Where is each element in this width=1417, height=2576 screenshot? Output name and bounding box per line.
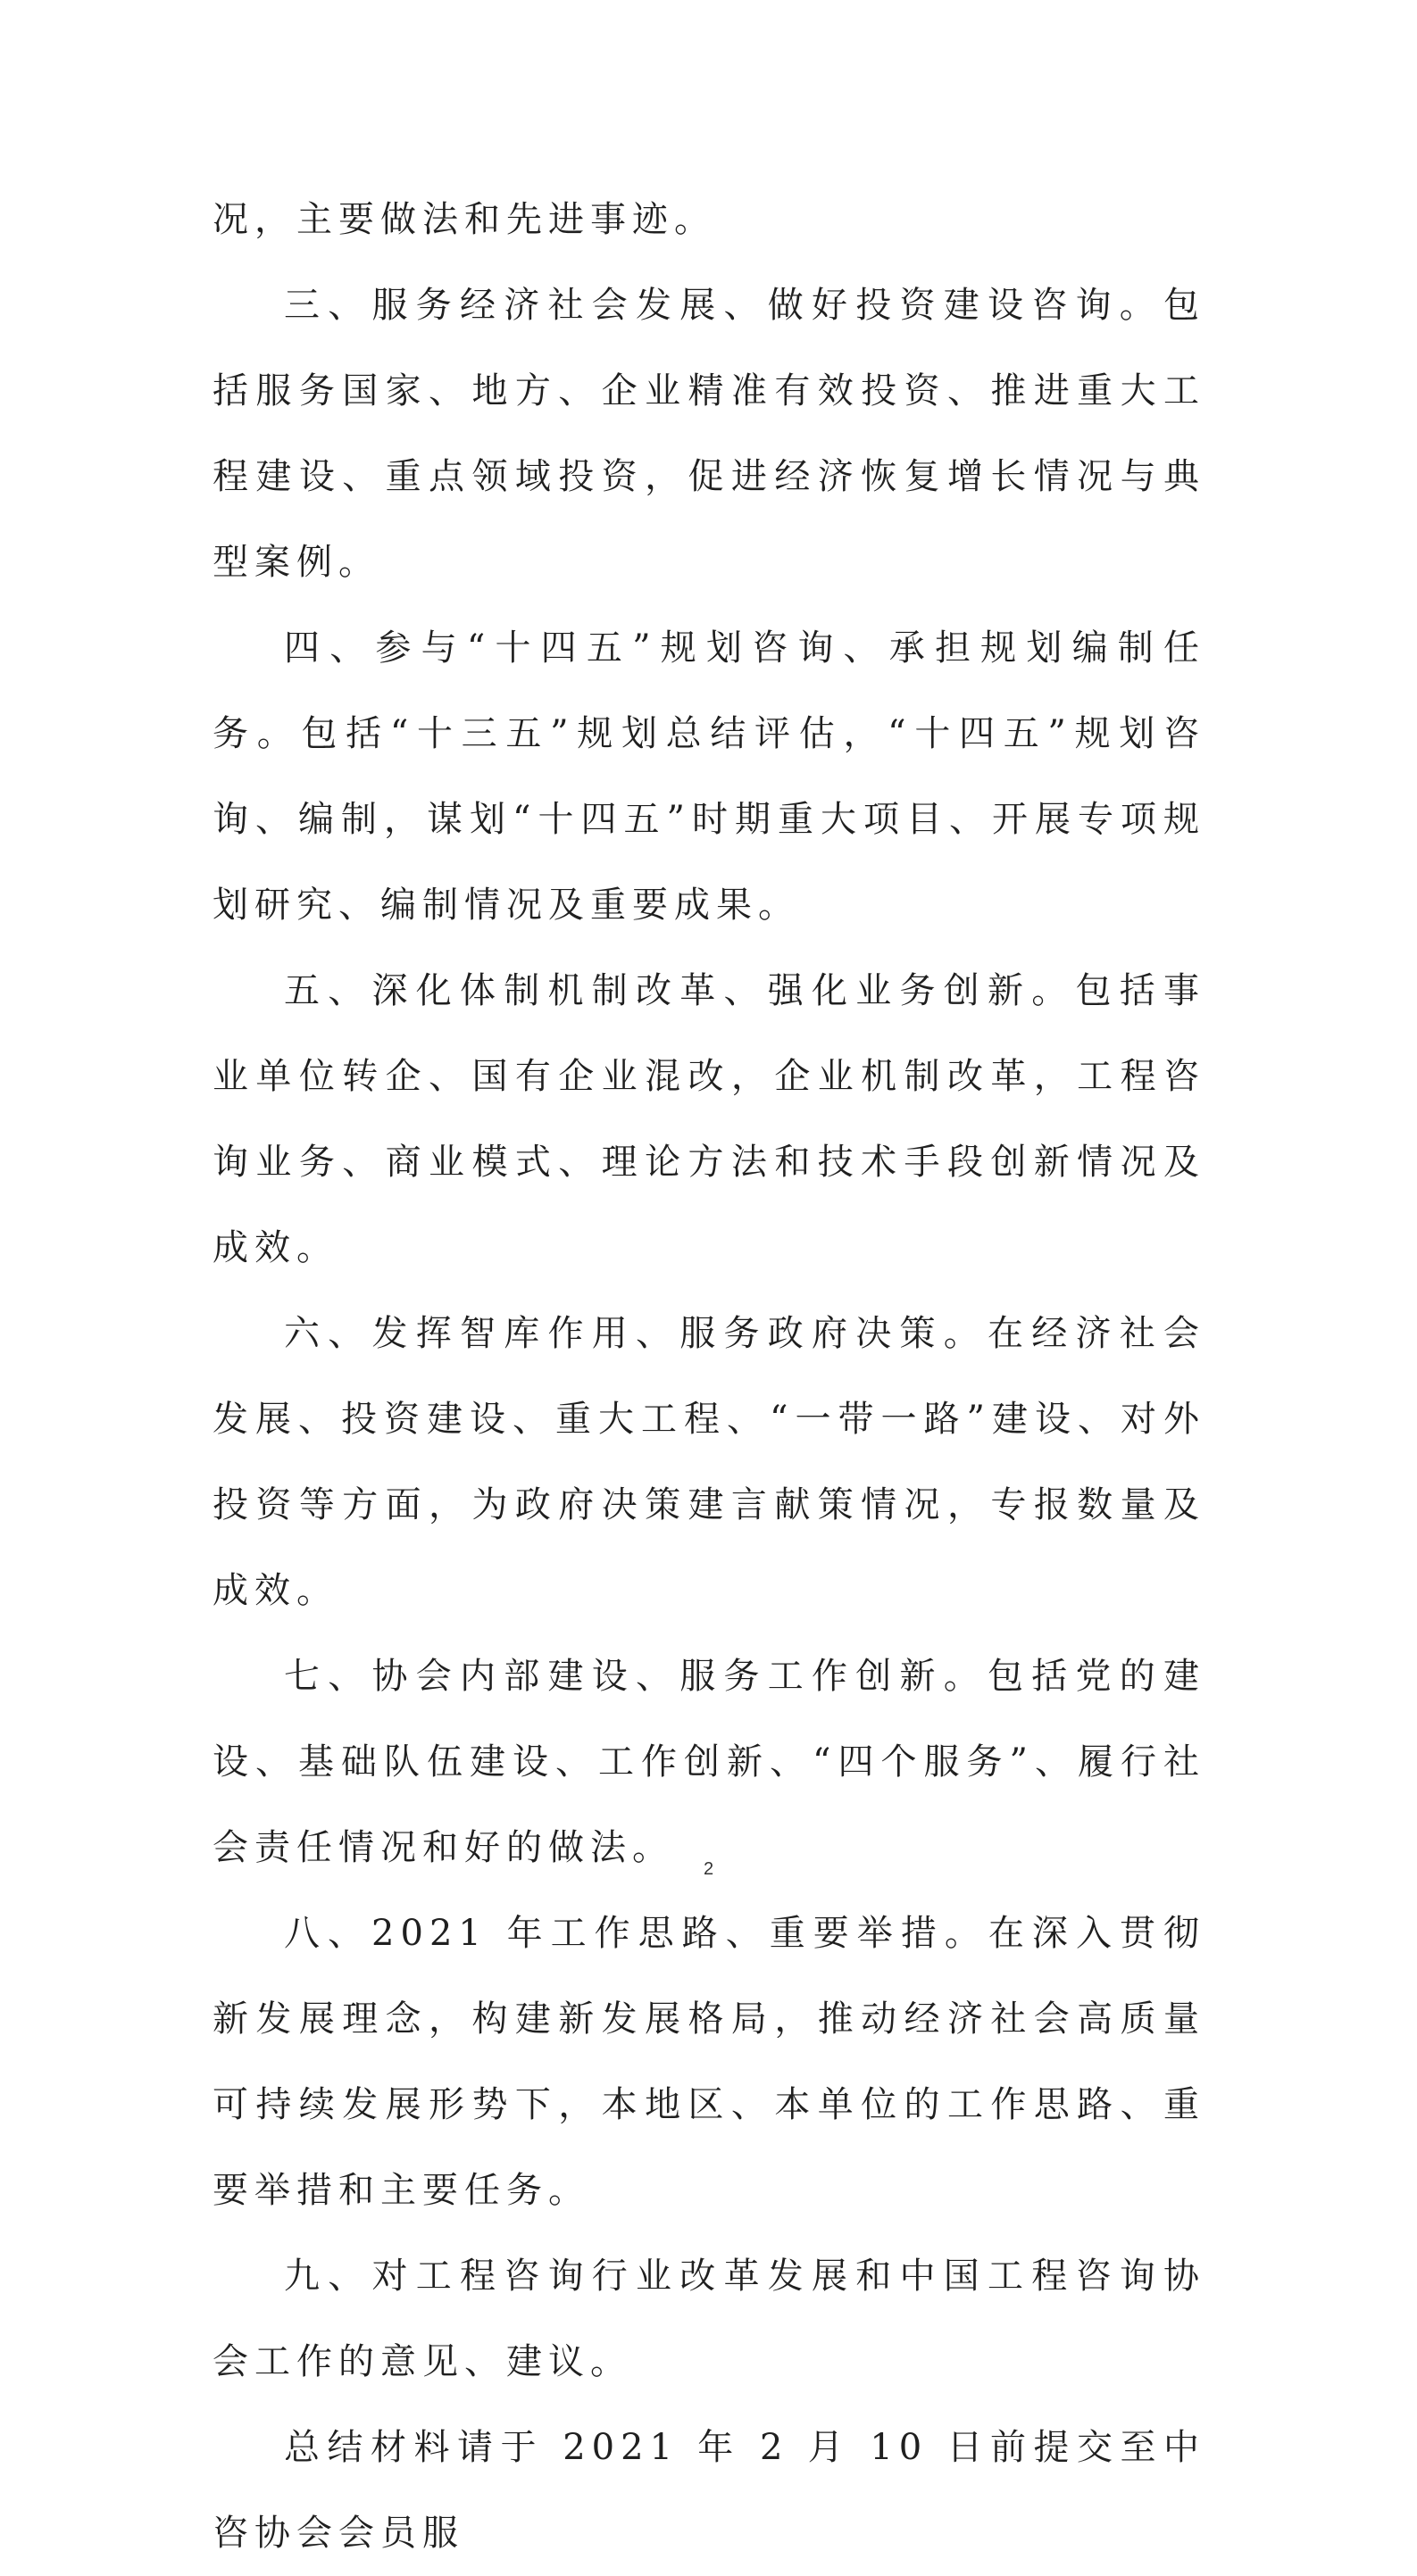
paragraph-item-5: 五、深化体制机制改革、强化业务创新。包括事业单位转企、国有企业混改，企业机制改革，工程咨询业务、商业模式、理论方法和技术手段创新情况及成效。 [213,970,1205,1268]
page-number: 2 [703,1859,714,1879]
paragraph-item-6: 六、发挥智库作用、服务政府决策。在经济社会发展、投资建设、重大工程、“一带一路”建设、对外投资等方面，为政府决策建言献策情况，专报数量及成效。 [213,1313,1205,1611]
paragraph-item-3: 三、服务经济社会发展、做好投资建设咨询。包括服务国家、地方、企业精准有效投资、推进重大工程建设、重点领域投资，促进经济恢复增长情况与典型案例。 [213,285,1205,583]
paragraph-item-8: 八、2021 年工作思路、重要举措。在深入贯彻新发展理念，构建新发展格局，推动经济社会高质量可持续发展形势下，本地区、本单位的工作思路、重要举措和主要任务。 [213,1913,1205,2211]
paragraph-submission: 总结材料请于 2021 年 2 月 10 日前提交至中咨协会会员服 [213,2427,1205,2554]
body-text [213,177,1205,2576]
paragraph-item-9: 九、对工程咨询行业改革发展和中国工程咨询协会工作的意见、建议。 [213,2256,1205,2382]
paragraph-continuation: 况，主要做法和先进事迹。 [213,199,716,240]
paragraph-item-4: 四、参与“十四五”规划咨询、承担规划编制任务。包括“十三五”规划总结评估，“十四五”规划咨询、编制，谋划“十四五”时期重大项目、开展专项规划研究、编制情况及重要成果。 [213,627,1205,926]
paragraph-item-7: 七、协会内部建设、服务工作创新。包括党的建设、基础队伍建设、工作创新、“四个服务”、履行社会责任情况和好的做法。 [213,1656,1205,1868]
